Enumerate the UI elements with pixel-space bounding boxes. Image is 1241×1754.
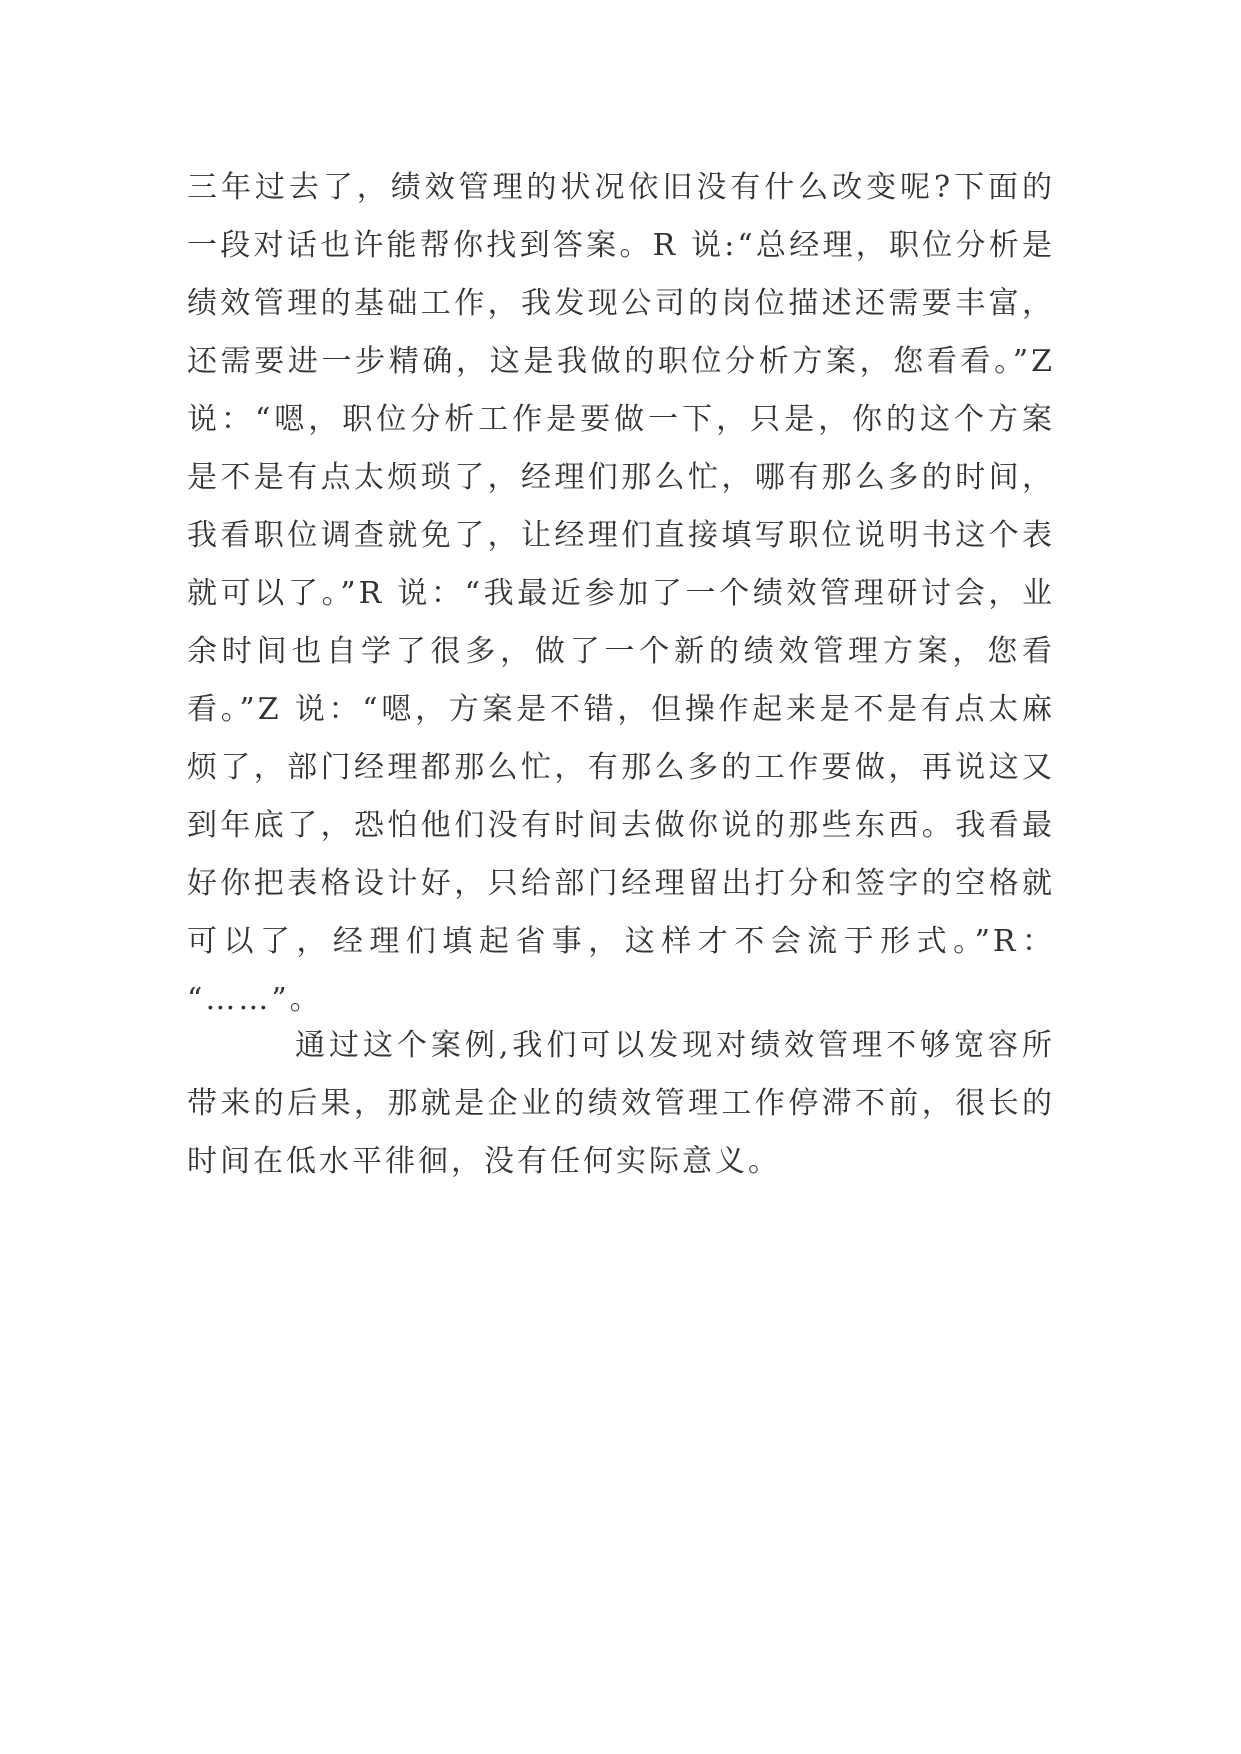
text-line: 是不是有点太烦琐了，经理们那么忙，哪有那么多的时间，: [187, 460, 1055, 495]
text-line: 我看职位调查就免了，让经理们直接填写职位说明书这个表: [187, 518, 1055, 553]
text-line: 一段对话也许能帮你找到答案。R 说:“总经理，职位分析是: [187, 228, 1055, 263]
text-line: “……”。: [187, 982, 323, 1017]
text-line: 带来的后果，那就是企业的绩效管理工作停滞不前，很长的: [187, 1086, 1055, 1121]
text-line: 时间在低水平徘徊，没有任何实际意义。: [187, 1144, 781, 1179]
text-line: 就可以了。”R 说：“我最近参加了一个绩效管理研讨会，业: [187, 576, 1055, 611]
text-line: 到年底了，恐怕他们没有时间去做你说的那些东西。我看最: [187, 808, 1055, 843]
text-line: 三年过去了，绩效管理的状况依旧没有什么改变呢?下面的: [187, 170, 1055, 205]
text-line: 说：“嗯，职位分析工作是要做一下，只是，你的这个方案: [187, 402, 1055, 437]
text-line: 烦了，部门经理都那么忙，有那么多的工作要做，再说这又: [187, 750, 1055, 785]
text-line: 好你把表格设计好，只给部门经理留出打分和签字的空格就: [187, 866, 1055, 901]
text-line: 余时间也自学了很多，做了一个新的绩效管理方案，您看: [187, 634, 1055, 669]
paragraph-dialogue: [187, 159, 1055, 1029]
text-line: 绩效管理的基础工作，我发现公司的岗位描述还需要丰富，: [187, 286, 1055, 321]
text-line: 还需要进一步精确，这是我做的职位分析方案，您看看。”Z: [187, 344, 1055, 379]
paragraph-conclusion: [187, 1017, 1055, 1191]
text-line: 看。”Z 说：“嗯，方案是不错，但操作起来是不是有点太麻: [187, 692, 1055, 727]
text-line: 可以了，经理们填起省事，这样才不会流于形式。”R：: [187, 924, 1055, 959]
text-line: 通过这个案例,我们可以发现对绩效管理不够宽容所: [295, 1028, 1055, 1063]
